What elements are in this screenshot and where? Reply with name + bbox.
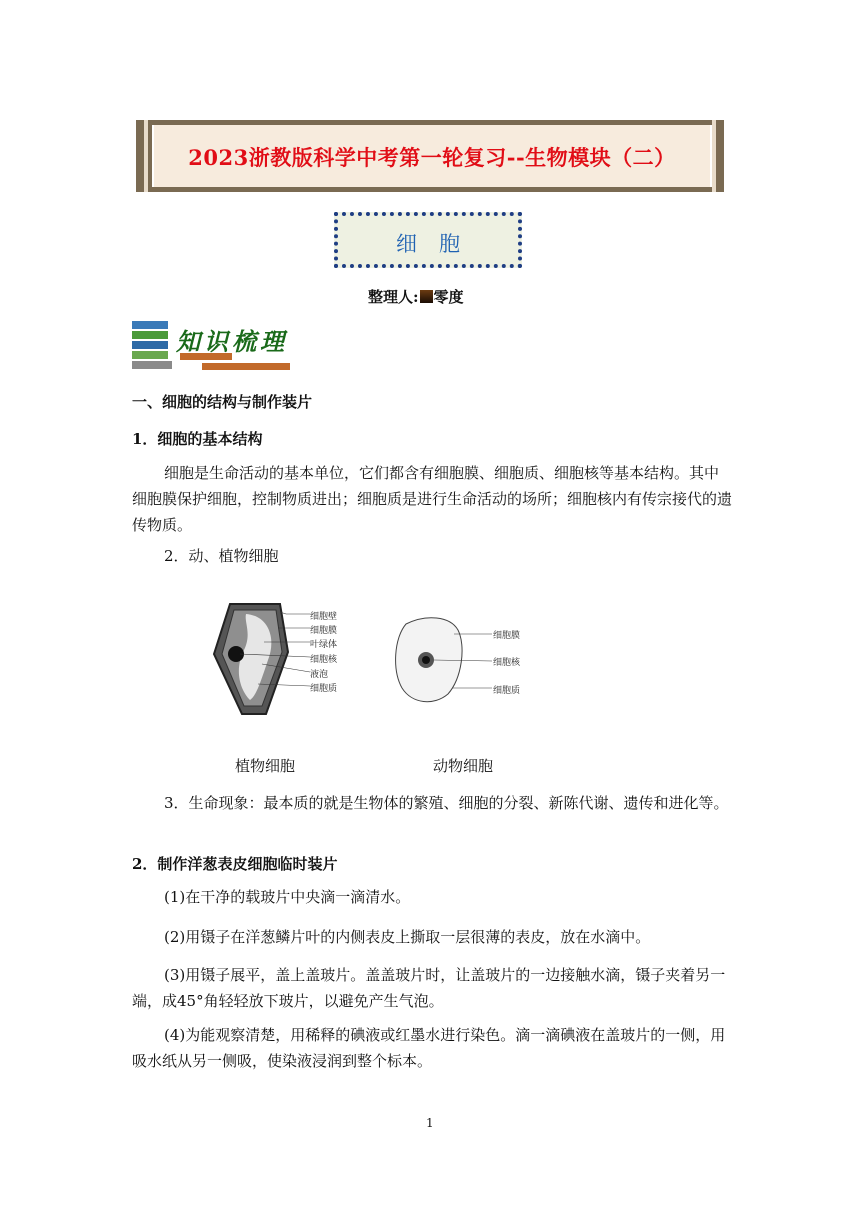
animal-cell-diagram: [392, 614, 494, 706]
animal-cell-caption: 动物细胞: [433, 757, 494, 775]
animal-label-cytoplasm: 细胞质: [493, 686, 521, 696]
banner-rail-right: [712, 120, 716, 192]
page-number: 1: [426, 1116, 434, 1130]
heading-basic-structure: 1．细胞的基本结构: [132, 430, 263, 448]
plant-label-nucleus: 细胞核: [310, 655, 338, 665]
step-1: (1)在干净的载玻片中央滴一滴清水。: [164, 888, 411, 906]
document-title: 2023浙教版科学中考第一轮复习--生物模块（二）: [188, 145, 676, 170]
plant-label-cell-membrane: 细胞膜: [310, 626, 338, 636]
step-3: (3)用镊子展平，盖上盖玻片。盖盖玻片时，让盖玻片的一边接触水滴，镊子夹着另一端，成45°角轻轻放下玻片，以避免产生气泡。: [132, 966, 726, 1010]
step-4: (4)为能观察清楚，用稀释的碘液或红墨水进行染色。滴一滴碘液在盖玻片的一侧，用吸水纸从另一侧吸，使染液浸润到整个标本。: [132, 1026, 726, 1070]
subheading-cells: 2．动、植物细胞: [164, 547, 279, 565]
animal-label-nucleus: 细胞核: [493, 658, 521, 668]
heading-part1: 一、细胞的结构与制作装片: [132, 393, 313, 411]
section-title: 细胞: [396, 232, 482, 256]
heading-onion-slide: 2．制作洋葱表皮细胞临时装片: [132, 855, 338, 873]
section-title-box: [334, 212, 522, 268]
plant-label-vacuole: 液泡: [310, 670, 329, 680]
banner-panel: [152, 125, 712, 187]
step-2: (2)用镊子在洋葱鳞片叶的内侧表皮上撕取一层很薄的表皮，放在水滴中。: [164, 928, 651, 946]
animal-label-cell-membrane: 细胞膜: [493, 631, 521, 641]
plant-label-cell-wall: 细胞壁: [310, 612, 338, 622]
organizer-avatar-icon: [420, 290, 433, 303]
plant-label-chloroplast: 叶绿体: [310, 640, 338, 650]
paragraph-basic-structure: 细胞是生命活动的基本单位，它们都含有细胞膜、细胞质、细胞核等基本结构。其中细胞膜保护细胞，控制物质进出；细胞质是进行生命活动的场所；细胞核内有传宗接代的遗传物质。: [132, 464, 733, 534]
paragraph-life-phenomena: 3．生命现象：最本质的就是生物体的繁殖、细胞的分裂、新陈代谢、遗传和进化等。: [164, 794, 729, 812]
plant-label-cytoplasm: 细胞质: [310, 684, 338, 694]
title-banner: [136, 120, 724, 192]
organizer-line: [368, 286, 464, 307]
plant-cell-caption: 植物细胞: [235, 757, 296, 775]
knowledge-heading: 知识梳理: [176, 327, 288, 356]
organizer-name: 零度: [433, 288, 464, 306]
banner-rail-left: [144, 120, 148, 192]
organizer-prefix: 整理人:: [368, 288, 419, 306]
